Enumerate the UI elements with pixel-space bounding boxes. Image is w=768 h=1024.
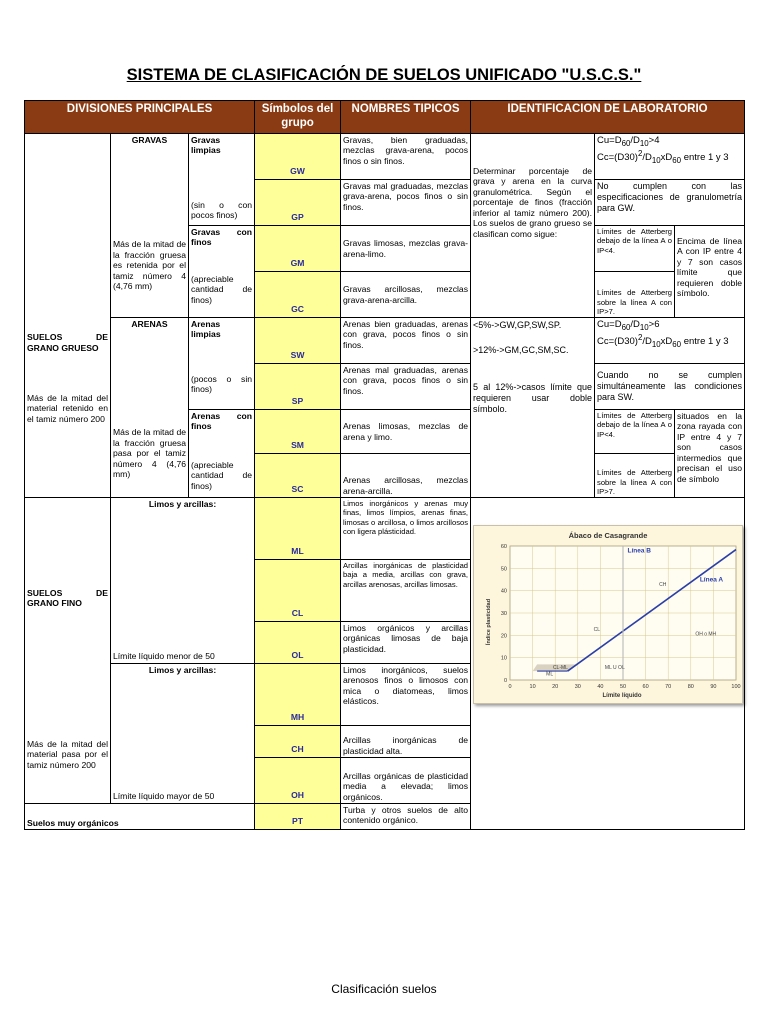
lab-s-situados: situados en la zona rayada con IP entre 4 y 7 son casos intermedios que precisan el uso de símbolo xyxy=(675,410,745,498)
gravas-con-finos-cell xyxy=(189,226,255,318)
lab-gw-cell xyxy=(595,134,745,180)
fine-division-cell xyxy=(25,498,111,804)
name-cl: Arcillas inorgánicas de plasticidad baja a media, arcillas con grava, arcillas arenosas, arcillas limosas. xyxy=(341,560,471,622)
arenas-cell xyxy=(111,318,189,498)
lab-gw-cc: $Cc=(D30)^2/D_{10}xD_{60}$ entre 1 y 3 xyxy=(597,148,729,165)
symbol-gm: GM xyxy=(255,226,341,272)
coarse-label: SUELOS DE GRANO GRUESO xyxy=(27,332,108,353)
lab-sw-cc: $Cc=(D30)^2/D_{10}xD_{60}$ entre 1 y 3 xyxy=(597,332,729,349)
lab-rule-3: 5 al 12%->casos límite que requieren usar doble símbolo. xyxy=(473,381,593,414)
name-pt: Turba y otros suelos de alto contenido orgánico. xyxy=(341,804,471,830)
name-gp: Gravas mal graduadas, mezclas grava-arena, pocos finos o sin finos. xyxy=(341,180,471,226)
symbol-gc: GC xyxy=(255,272,341,318)
region-label: CL-ML xyxy=(552,664,568,671)
lab-determinar: Determinar porcentaje de grava y arena en la curva granulométrica. Según el porcentaje de finos (fracción inferior al tamiz número 200). Los suelos de grano grueso se clasifican como sigue: xyxy=(473,166,593,239)
lab-rule-2: >12%->GM,GC,SM,SC. xyxy=(473,344,569,355)
fine-group-1-cell xyxy=(111,498,255,664)
gravas-cell xyxy=(111,134,189,318)
chart-cell xyxy=(471,498,745,830)
chart-title: Ábaco de Casagrande xyxy=(568,531,648,540)
region-label: OH o MH xyxy=(695,631,717,638)
header-identificacion: IDENTIFICACION DE LABORATORIO xyxy=(471,101,745,134)
x-tick-label: 50 xyxy=(619,684,627,690)
region-label: ML U OL xyxy=(604,664,625,671)
x-tick-label: 0 xyxy=(508,684,512,690)
arenas-label: ARENAS xyxy=(131,319,168,329)
lab-gc-lim: Límites de Atterberg sobre la línea A con IP>7. xyxy=(595,272,675,318)
lab-sw-cu: $Cu=D_{60}/D_{10}>6$ xyxy=(597,319,660,332)
symbol-sc: SC xyxy=(255,454,341,498)
header-nombres: NOMBRES TIPICOS xyxy=(341,101,471,134)
header-divisiones: DIVISIONES PRINCIPALES xyxy=(25,101,255,134)
region-label: CL xyxy=(593,626,601,633)
y-tick-label: 10 xyxy=(500,655,508,662)
x-tick-label: 40 xyxy=(597,684,604,690)
name-ol: Limos orgánicos y arcillas orgánicas limosas de baja plasticidad. xyxy=(341,622,471,664)
arenas-note: Más de la mitad de la fracción gruesa pasa por el tamiz número 4 (4,76 mm) xyxy=(113,427,186,480)
gravas-limpias-note: (sin o con pocos finos) xyxy=(191,199,253,221)
symbol-ol: OL xyxy=(255,622,341,664)
lab-determinar-cell xyxy=(471,134,595,318)
coarse-note: Más de la mitad del material retenido en el tamiz número 200 xyxy=(27,392,108,424)
y-tick-label: 40 xyxy=(500,588,508,595)
x-tick-label: 90 xyxy=(710,684,717,690)
chart-ylabel: Índice plasticidad xyxy=(486,598,493,646)
lab-sw-cell xyxy=(595,318,745,364)
y-tick-label: 30 xyxy=(500,611,508,617)
lab-gw-cu: $Cu=D_{60}/D_{10}>4$ xyxy=(597,135,660,148)
lab-rules-cell xyxy=(471,318,595,498)
table-row xyxy=(25,498,745,560)
symbol-pt: PT xyxy=(255,804,341,830)
arenas-limpias-label: Arenas limpias xyxy=(191,319,221,340)
series-label: Línea B xyxy=(627,547,652,555)
gravas-note: Más de la mitad de la fracción gruesa es retenida por el tamiz número 4 (4,76 mm) xyxy=(113,239,186,292)
symbol-gp: GP xyxy=(255,180,341,226)
x-tick-label: 60 xyxy=(642,684,649,690)
y-tick-label: 0 xyxy=(503,678,508,684)
arenas-con-finos-label: Arenas con finos xyxy=(191,411,253,432)
lab-sp: Cuando no se cumplen simultáneamente las condiciones para SW. xyxy=(595,364,745,410)
name-gc: Gravas arcillosas, mezclas grava-arena-arcilla. xyxy=(341,272,471,318)
lab-gp: No cumplen con las especificaciones de granulometría para GW. xyxy=(595,180,745,226)
footer: Clasificación suelos xyxy=(331,982,437,996)
table-row xyxy=(25,134,745,180)
y-tick-label: 60 xyxy=(500,544,508,550)
name-gw: Gravas, bien graduadas, mezclas grava-arena, pocos finos o sin finos. xyxy=(341,134,471,180)
symbol-cl: CL xyxy=(255,560,341,622)
fine-group-1-title: Limos y arcillas: xyxy=(148,499,217,509)
symbol-oh: OH xyxy=(255,758,341,804)
name-sm: Arenas limosas, mezclas de arena y limo. xyxy=(341,410,471,454)
name-sw: Arenas bien graduadas, arenas con grava, pocos finos o sin finos. xyxy=(341,318,471,364)
lab-sm-lim: Límites de Atterberg debajo de la línea A o IP<4. xyxy=(595,410,675,454)
table-row xyxy=(25,318,745,364)
lab-g-encima: Encima de línea A con IP entre 4 y 7 son casos límite que requieren doble símbolo. xyxy=(675,226,745,318)
lab-rule-1: <5%->GW,GP,SW,SP. xyxy=(473,320,562,330)
name-ml: Limos inorgánicos y arenas muy finas, limos límpios, arenas finas, limosas o arcillosa, o limos arcillosos con ligera plásticidad. xyxy=(341,498,471,560)
symbol-sw: SW xyxy=(255,318,341,364)
name-ch: Arcillas inorgánicas de plasticidad alta. xyxy=(341,726,471,758)
symbol-mh: MH xyxy=(255,664,341,726)
organic-label: Suelos muy orgánicos xyxy=(25,804,255,830)
lab-sc-lim: Límites de Atterberg sobre la línea A con IP>7. xyxy=(595,454,675,498)
x-tick-label: 70 xyxy=(665,684,672,690)
gravas-limpias-cell xyxy=(189,134,255,226)
x-tick-label: 20 xyxy=(552,684,559,690)
casagrande-svg xyxy=(474,526,742,703)
x-tick-label: 100 xyxy=(731,684,741,690)
casagrande-chart xyxy=(473,525,743,704)
region-label: CH xyxy=(659,582,667,589)
y-tick-label: 20 xyxy=(500,633,508,640)
uscs-table xyxy=(24,100,745,830)
gravas-con-finos-label: Gravas con finos xyxy=(191,227,253,248)
arenas-con-finos-cell xyxy=(189,410,255,498)
fine-group-2-ll: Límite líquido mayor de 50 xyxy=(113,790,215,801)
gravas-limpias-label: Gravas limpias xyxy=(191,135,221,156)
name-sc: Arenas arcillosas, mezclas arena-arcilla. xyxy=(341,454,471,498)
name-oh: Arcillas orgánicas de plasticidad media a elevada; limos orgánicos. xyxy=(341,758,471,804)
name-sp: Arenas mal graduadas, arenas con grava, pocos finos o sin finos. xyxy=(341,364,471,410)
coarse-division-cell xyxy=(25,134,111,498)
x-tick-label: 30 xyxy=(574,684,581,690)
page-title: SISTEMA DE CLASIFICACIÓN DE SUELOS UNIFICADO "U.S.C.S." xyxy=(126,66,642,84)
fine-group-1-ll: Límite líquido menor de 50 xyxy=(113,650,215,661)
gravas-con-finos-note: (apreciable cantidad de finos) xyxy=(191,273,253,305)
fine-note: Más de la mitad del material pasa por el tamiz número 200 xyxy=(27,738,108,770)
arenas-limpias-note: (pocos o sin finos) xyxy=(191,373,253,395)
gravas-label: GRAVAS xyxy=(131,135,168,145)
header-row xyxy=(25,101,745,134)
fine-label: SUELOS DE GRANO FINO xyxy=(27,588,108,609)
x-tick-label: 10 xyxy=(529,684,536,690)
y-tick-label: 50 xyxy=(500,566,508,573)
fine-group-2-cell xyxy=(111,664,255,804)
symbol-gw: GW xyxy=(255,134,341,180)
arenas-limpias-cell xyxy=(189,318,255,410)
x-tick-label: 80 xyxy=(687,684,694,690)
arenas-con-finos-note: (apreciable cantidad de finos) xyxy=(191,459,253,491)
series-label: Línea A xyxy=(699,576,724,584)
header-simbolos: Símbolos del grupo xyxy=(255,101,341,134)
symbol-sm: SM xyxy=(255,410,341,454)
name-mh: Limos inorgánicos, suelos arenosos finos o limosos con mica o diatomeas, limos elásticos. xyxy=(341,664,471,726)
chart-xlabel: Límite líquido xyxy=(602,693,642,699)
symbol-ch: CH xyxy=(255,726,341,758)
region-label: ML xyxy=(546,671,554,678)
symbol-ml: ML xyxy=(255,498,341,560)
lab-gm-lim: Límites de Atterberg debajo de la línea A o IP<4. xyxy=(595,226,675,272)
name-gm: Gravas limosas, mezclas grava-arena-limo. xyxy=(341,226,471,272)
symbol-sp: SP xyxy=(255,364,341,410)
fine-group-2-title: Limos y arcillas: xyxy=(148,665,217,675)
